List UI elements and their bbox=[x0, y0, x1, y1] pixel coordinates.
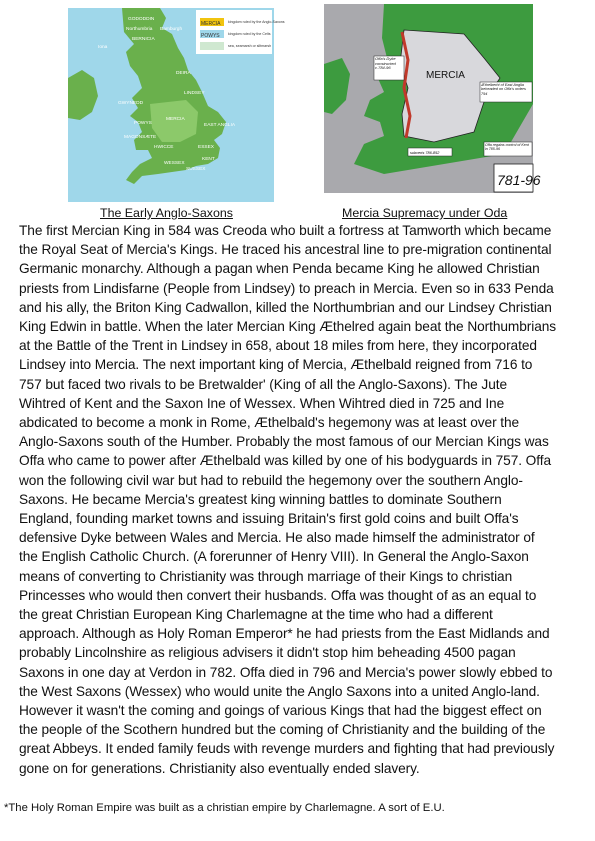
body-line: Germanic monarchy. Although a pagan when Penda became King he allowed Christian bbox=[19, 261, 540, 277]
map-label-bernicia: BERNICIA bbox=[132, 37, 155, 42]
legend-powys-note: kingdom ruled by the Celts bbox=[228, 32, 271, 36]
body-line: gone on for generations. Christianity also eventually ended slavery. bbox=[19, 760, 420, 776]
body-line: approach. Although as Holy Roman Emperor* he had priests from the East Midlands and bbox=[19, 626, 550, 642]
east-anglia-callout-text: Æthelberht of East Anglia beheaded on Offa's orders 794 bbox=[481, 83, 526, 96]
map-label-east-anglia: EAST ANGLIA bbox=[204, 123, 236, 128]
body-line: However it wasn't the coming and goings of various Kings that had the biggest effect on bbox=[19, 703, 542, 719]
body-line: Anglo-Saxons south of the Humber. Probably the most famous of our Mercian Kings was bbox=[19, 434, 549, 450]
map-label-northumbria: Northumbria bbox=[126, 27, 153, 32]
body-line: probably Lincolnshire as religious advisers it didn't stop him beheading 4500 pagan bbox=[19, 645, 516, 661]
body-line: the people of the Scothern hundred but the coming of Christianity and the building of the bbox=[19, 722, 546, 738]
body-line: 757 but faced two rivals to be Bretwalder' (King of all the Anglo-Saxons). The Jute bbox=[19, 376, 507, 392]
subdued-callout-text: subverts 786-852 bbox=[410, 151, 440, 155]
caption-mercia-supremacy: Mercia Supremacy under Oda bbox=[342, 206, 508, 220]
body-text bbox=[19, 221, 579, 778]
legend-mercia-note: kingdom ruled by the Anglo-Saxons bbox=[228, 20, 285, 24]
caption-early-anglo-saxons: The Early Anglo-Saxons bbox=[100, 206, 233, 220]
map-label-sussex: SUSSEX bbox=[186, 167, 206, 172]
body-line: the great Christian European King Charlemagne at the time who had a different bbox=[19, 607, 493, 623]
body-line: at the Battle of the Trent in Lindsey in 658, about 18 miles from here, they incorporated bbox=[19, 338, 537, 354]
body-line: Saxons. He became Mercia's greatest king winning battles to dominate Southern bbox=[19, 491, 502, 507]
mercia-supremacy-map bbox=[324, 4, 541, 193]
legend-powys-label: POWYS bbox=[201, 33, 220, 39]
date-range-label: 781-96 bbox=[497, 172, 541, 188]
body-line: Offa who came to power after Æthelbald was killed by one of his bodyguards in 757. Offa bbox=[19, 453, 551, 469]
body-line: the West Saxons (Wessex) who would unite the Anglo Saxons into a united Anglo-land. bbox=[19, 683, 540, 699]
body-line: defensive Dyke between Wales and Mercia. He also made himself the administrator of bbox=[19, 530, 535, 546]
map-label-mercia: MERCIA bbox=[166, 117, 185, 122]
body-line: won the following civil war but had to rebuild the hegemony over the southern Anglo- bbox=[19, 472, 523, 488]
body-line: the English Catholic Church. (A forerunner of Henry VIII). In General the Anglo-Saxon bbox=[19, 549, 529, 565]
map-label-lindsey: LINDSEY bbox=[184, 91, 205, 96]
map-label-wessex: WESSEX bbox=[164, 161, 185, 166]
body-line: Wihtred of Kent and the Saxon Ine of Wessex. When Wihtred died in 725 and Ine bbox=[19, 395, 505, 411]
body-line: and his ally, the Briton King Cadwallon, killed the Northumbrian and our Lindsey Christian bbox=[19, 299, 552, 315]
legend-swatch-sea bbox=[200, 42, 224, 50]
body-line: the Royal Seat of Mercia's Kings. He traced his ancestral line to pre-migration continental bbox=[19, 242, 552, 258]
map-label-gododdin: GODODDIN bbox=[128, 17, 155, 22]
legend-mercia-label: MERCIA bbox=[201, 21, 221, 27]
kent-callout-text: Offa regains control of Kent in 785-96 bbox=[485, 143, 529, 152]
dyke-callout-text: Offa's Dyke constructed c.784-96 bbox=[375, 56, 396, 71]
map-label-hwicce: HWICCE bbox=[154, 145, 174, 150]
map-label-powys: POWYS bbox=[134, 121, 152, 126]
body-line: means of converting to Christianity was through marriage of their Kings to christian bbox=[19, 568, 513, 584]
map-label-iona: Iona bbox=[98, 45, 108, 50]
footnote: *The Holy Roman Empire was built as a christian empire by Charlemagne. A sort of E.U. bbox=[4, 802, 445, 814]
body-line: Princesses who would then convert their husbands. Offa was thought of as an equal to bbox=[19, 587, 537, 603]
body-line: England, founding market towns and issuing Britain's first gold coins and built Offa's bbox=[19, 511, 519, 527]
body-line: priests from Lindisfarne (People from Lindsey) to preach in Mercia. Even so in 633 Penda bbox=[19, 280, 554, 296]
map-label-gwynedd: GWYNEDD bbox=[118, 101, 144, 106]
legend-sea-note: sea, seamarsh or siltmarsh bbox=[228, 44, 272, 48]
body-line: abdicated to become a monk in Rome, Æthelbald's hegemony was at least over the bbox=[19, 415, 520, 431]
ireland-land bbox=[324, 58, 350, 114]
map-label-essex: ESSEX bbox=[198, 145, 214, 150]
map-label-magonsaete: MAGONSÆTE bbox=[124, 135, 157, 140]
body-line: Lindsey into Mercia. The next important king of Mercia, Æthelbald reigned from 716 to bbox=[19, 357, 533, 373]
body-line: The first Mercian King in 584 was Creoda who built a fortress at Tamworth which became bbox=[19, 223, 552, 238]
map-label-deira: DEIRA bbox=[176, 71, 191, 76]
body-line: Saxons in one day at Verdon in 782. Offa died in 796 and Mercia's power slowly ebbed to bbox=[19, 664, 553, 680]
ireland-land bbox=[68, 70, 98, 120]
mercia-region-label: MERCIA bbox=[426, 70, 465, 81]
early-anglo-saxons-map bbox=[68, 8, 285, 202]
body-line: King Edwin in battle. When the later Mercian King Æthelred again beat the Northumbrians bbox=[19, 319, 557, 335]
body-line: great Abbeys. It ended family feuds with revenge murders and fighting that had previously bbox=[19, 741, 555, 757]
map-label-kent: KENT bbox=[202, 157, 215, 162]
map-label-bamburgh: Bamburgh bbox=[160, 27, 183, 32]
